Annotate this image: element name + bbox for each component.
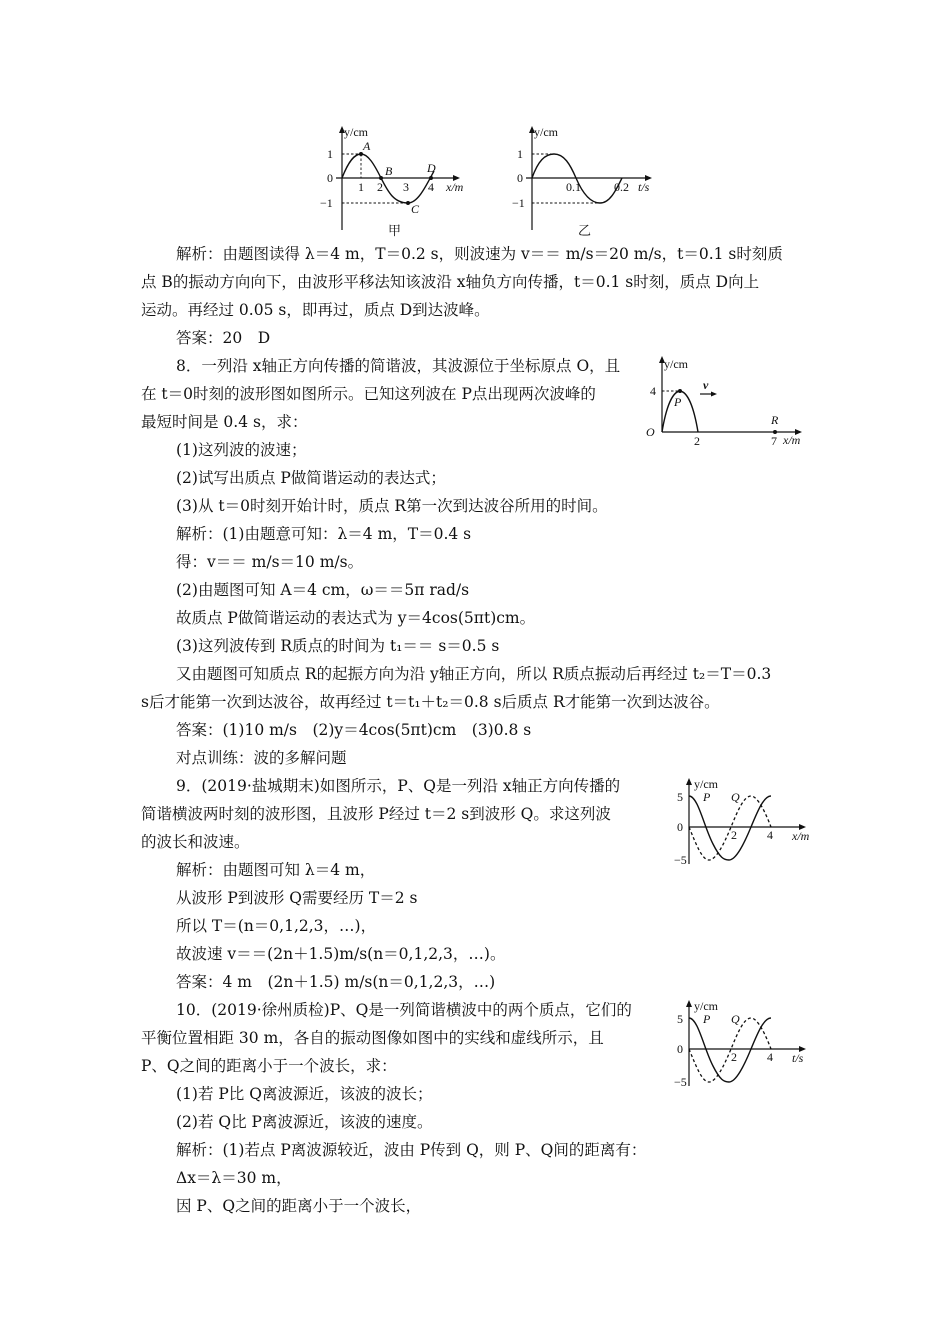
point-label-d: D [427,161,436,175]
tick-y: 1 [517,147,523,161]
y-axis-arrow [686,1000,692,1007]
analysis-line: s后才能第一次到达波谷，故再经过 t＝t₁＋t₂＝0.8 s后质点 R才能第一次到达波谷。 [141,693,720,711]
wave-graph-q9 [674,774,824,870]
question-10-line: P、Q之间的距离小于一个波长，求： [141,1057,397,1075]
point-label-b: B [385,164,393,178]
tick-x: 4 [428,180,434,194]
question-8-line: 在 t＝0时刻的波形图如图所示。已知这列波在 P点出现两次波峰的 [141,385,596,403]
question-9-line: 9．(2019·盐城期末)如图所示，P、Q是一列沿 x轴正方向传播的 [176,777,621,795]
figure-jia [318,124,478,244]
figure-caption: 甲 [388,223,402,238]
x-axis-label: x/m [446,180,464,194]
answer-line: 答案：(1)10 m/s (2)y＝4cos(5πt)cm (3)0.8 s [176,721,532,739]
sub-question: (3)从 t＝0时刻开始计时，质点 R第一次到达波谷所用的时间。 [176,497,608,515]
analysis-line: 从波形 P到波形 Q需要经历 T＝2 s [176,889,418,907]
answer-line: 答案：4 m (2n＋1.5) m/s(n＝0,1,2,3，…) [176,973,496,991]
tick-y: −5 [674,853,687,867]
point-label-p: P [674,395,682,409]
tick-x: 7 [771,434,777,448]
label-p: P [703,790,711,804]
tick-y: −5 [674,1075,687,1089]
analysis-line: 故波速 v＝＝(2n＋1.5)m/s(n＝0,1,2,3，…)。 [176,945,506,963]
origin-label: O [646,425,655,439]
tick-x: 3 [403,180,409,194]
label-p: P [703,1012,711,1026]
analysis-line: 故质点 P做简谐运动的表达式为 y＝4cos(5πt)cm。 [176,609,536,627]
y-axis-label: y/cm [664,357,688,371]
y-axis-label: y/cm [694,777,718,791]
tick-x: 1 [358,180,364,194]
y-axis-label: y/cm [534,125,558,139]
tick-t: 0.1 [566,180,581,194]
point-c-marker [406,201,410,205]
sub-question: (2)若 Q比 P离波源近，该波的速度。 [176,1113,433,1131]
y-axis-label: y/cm [344,125,368,139]
y-axis-arrow [686,778,692,785]
question-10-line: 10．(2019·徐州质检)P、Q是一列简谐横波中的两个质点，它们的 [176,1001,632,1019]
analysis-line: 运动。再经过 0.05 s，即再过，质点 D到达波峰。 [141,301,490,319]
vibration-graph-q10 [674,996,824,1092]
question-10-line: 平衡位置相距 30 m，各自的振动图像如图中的实线和虚线所示，且 [141,1029,604,1047]
figure-q8 [640,352,820,452]
label-q: Q [731,1012,740,1026]
x-axis-label: x/m [783,433,801,447]
question-8-line: 8．一列沿 x轴正方向传播的简谐波，其波源位于坐标原点 O，且 [176,357,621,375]
sub-question: (2)试写出质点 P做简谐运动的表达式； [176,469,446,487]
velocity-label: v [703,378,709,392]
analysis-line: 解析：由题图可知 λ＝4 m， [176,861,376,879]
analysis-line: 得：v＝＝ m/s＝10 m/s。 [176,553,364,571]
tick-y: 5 [677,790,683,804]
tick-y: 0 [517,171,523,185]
tick-y: 0 [677,1042,683,1056]
answer-line: 答案：20 D [176,329,271,347]
tick-x: 2 [377,180,383,194]
tick-y: −1 [320,196,333,210]
analysis-line: (2)由题图可知 A＝4 cm，ω＝＝5π rad/s [176,581,470,599]
vibration-graph-yi [512,124,672,244]
question-8-line: 最短时间是 0.4 s，求： [141,413,308,431]
tick-t: 2 [731,1050,737,1064]
point-label-r: R [771,413,779,427]
question-9-line: 简谐横波两时刻的波形图，且波形 P经过 t＝2 s到波形 Q。求这列波 [141,805,611,823]
tick-t: 0.2 [614,180,629,194]
tick-y: 1 [327,147,333,161]
analysis-line: 所以 T＝(n＝0,1,2,3，…)， [176,917,377,935]
figure-q10 [674,996,824,1092]
point-p-marker [678,389,682,393]
y-axis-label: y/cm [694,999,718,1013]
analysis-line: 因 P、Q之间的距离小于一个波长， [176,1197,422,1215]
tick-x: 2 [731,828,737,842]
x-axis-label: x/m [792,829,810,843]
analysis-line: 解析：(1)由题意可知：λ＝4 m，T＝0.4 s [176,525,472,543]
analysis-line: (3)这列波传到 R质点的时间为 t₁＝＝ s＝0.5 s [176,637,500,655]
point-label-a: A [363,139,371,153]
tick-x: 4 [767,828,773,842]
wave-graph-q8 [640,352,820,452]
analysis-line: 解析：(1)若点 P离波源较近，波由 P传到 Q，则 P、Q间的距离有： [176,1141,647,1159]
t-axis-label: t/s [638,180,650,194]
wave-graph-jia [318,124,478,244]
wave-q-dashed [689,796,771,860]
sub-question: (1)若 P比 Q离波源近，该波的波长； [176,1085,433,1103]
tick-x: 2 [694,434,700,448]
analysis-line: 又由题图可知质点 R的起振方向为沿 y轴正方向，所以 R质点振动后再经过 t₂＝T＝0.3 [176,665,772,683]
tick-y: 0 [327,171,333,185]
tick-y: −1 [512,196,525,210]
figure-yi [512,124,672,244]
tick-y: 4 [650,384,656,398]
question-9-line: 的波长和波速。 [141,833,250,851]
analysis-line: Δx＝λ＝30 m， [176,1169,292,1187]
sub-question: (1)这列波的波速； [176,441,307,459]
tick-t: 4 [767,1050,773,1064]
tick-y: 0 [677,820,683,834]
label-q: Q [731,790,740,804]
t-axis-label: t/s [792,1051,804,1065]
vibration-q-dashed [689,1018,771,1082]
figure-caption: 乙 [578,223,592,238]
analysis-line: 解析：由题图读得 λ＝4 m，T＝0.2 s，则波速为 v＝＝ m/s＝20 m/s，t＝0.1 s时刻质 [176,245,783,263]
analysis-line: 点 B的振动方向向下，由波形平移法知该波沿 x轴负方向传播，t＝0.1 s时刻，质点 D向上 [141,273,760,291]
velocity-arrowhead [711,392,717,397]
point-label-c: C [411,202,420,216]
tick-y: 5 [677,1012,683,1026]
section-heading: 对点训练：波的多解问题 [176,749,347,767]
figure-q9 [674,774,824,870]
